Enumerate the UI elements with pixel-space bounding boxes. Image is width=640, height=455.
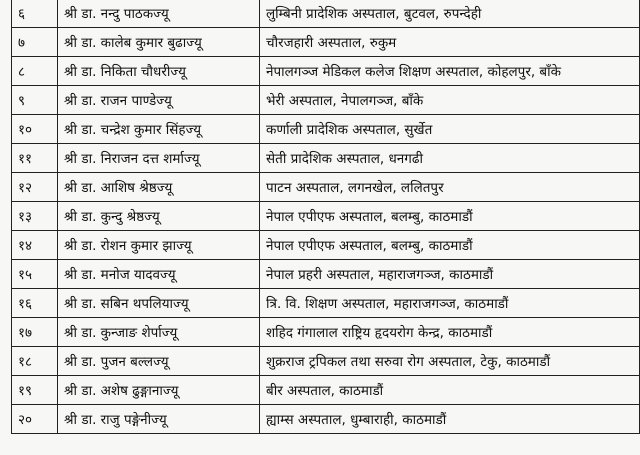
doctor-name-cell: श्री डा. पुजन बल्लज्यू xyxy=(58,347,260,376)
doctor-name-cell: श्री डा. मनोज यादवज्यू xyxy=(58,260,260,289)
hospital-cell: भेरी अस्पताल, नेपालगञ्ज, बाँके xyxy=(260,86,640,115)
doctor-name-cell: श्री डा. निराजन दत्त शर्माज्यू xyxy=(58,144,260,173)
serial-number-cell: १० xyxy=(12,115,58,144)
table-row xyxy=(12,115,640,144)
table-row xyxy=(12,260,640,289)
doctor-name-cell: श्री डा. निकिता चौधरीज्यू xyxy=(58,57,260,86)
doctor-name-cell: श्री डा. आशिष श्रेष्ठज्यू xyxy=(58,173,260,202)
doctor-name-cell: श्री डा. कुन्जाङ शेर्पाज्यू xyxy=(58,318,260,347)
table-row xyxy=(12,376,640,405)
doctor-name-cell: श्री डा. रोशन कुमार झाज्यू xyxy=(58,231,260,260)
serial-number-cell: ७ xyxy=(12,28,58,57)
serial-number-cell: १७ xyxy=(12,318,58,347)
serial-number-cell: ९ xyxy=(12,86,58,115)
hospital-cell: बीर अस्पताल, काठमाडौं xyxy=(260,376,640,405)
table-row xyxy=(12,173,640,202)
hospital-cell: नेपाल एपीएफ अस्पताल, बलम्बु, काठमाडौं xyxy=(260,231,640,260)
doctor-name-cell: श्री डा. नन्दु पाठकज्यू xyxy=(58,0,260,28)
hospital-cell: चौरजहारी अस्पताल, रुकुम xyxy=(260,28,640,57)
table-row xyxy=(12,347,640,376)
serial-number-cell: १८ xyxy=(12,347,58,376)
hospital-cell: त्रि. वि. शिक्षण अस्पताल, महाराजगञ्ज, काठमाडौं xyxy=(260,289,640,318)
doctor-assignment-table xyxy=(11,0,640,434)
doctor-name-cell: श्री डा. कालेब कुमार बुढाज्यू xyxy=(58,28,260,57)
table-row xyxy=(12,289,640,318)
doctor-name-cell: श्री डा. राजन पाण्डेज्यू xyxy=(58,86,260,115)
hospital-cell: सेती प्रादेशिक अस्पताल, धनगढी xyxy=(260,144,640,173)
serial-number-cell: १३ xyxy=(12,202,58,231)
table-row xyxy=(12,144,640,173)
table-row xyxy=(12,57,640,86)
table-row xyxy=(12,318,640,347)
table-row xyxy=(12,231,640,260)
table-row xyxy=(12,405,640,434)
hospital-cell: शुक्रराज ट्रपिकल तथा सरुवा रोग अस्पताल, टेकु, काठमाडौं xyxy=(260,347,640,376)
hospital-cell: पाटन अस्पताल, लगनखेल, ललितपुर xyxy=(260,173,640,202)
table-row xyxy=(12,0,640,28)
serial-number-cell: १६ xyxy=(12,289,58,318)
doctor-name-cell: श्री डा. कुन्दु श्रेष्ठज्यू xyxy=(58,202,260,231)
serial-number-cell: १९ xyxy=(12,376,58,405)
table-row xyxy=(12,28,640,57)
hospital-cell: लुम्बिनी प्रादेशिक अस्पताल, बुटवल, रुपन्देही xyxy=(260,0,640,28)
doctor-name-cell: श्री डा. अशेष ढुङ्गानाज्यू xyxy=(58,376,260,405)
serial-number-cell: ८ xyxy=(12,57,58,86)
hospital-cell: शहिद गंगालाल राष्ट्रिय हृदयरोग केन्द्र, काठमाडौं xyxy=(260,318,640,347)
hospital-cell: नेपालगञ्ज मेडिकल कलेज शिक्षण अस्पताल, कोहलपुर, बाँके xyxy=(260,57,640,86)
table-row xyxy=(12,86,640,115)
serial-number-cell: ६ xyxy=(12,0,58,28)
serial-number-cell: १२ xyxy=(12,173,58,202)
hospital-cell: कर्णाली प्रादेशिक अस्पताल, सुर्खेत xyxy=(260,115,640,144)
serial-number-cell: ११ xyxy=(12,144,58,173)
doctor-name-cell: श्री डा. सबिन थपलियाज्यू xyxy=(58,289,260,318)
hospital-cell: नेपाल एपीएफ अस्पताल, बलम्बु, काठमाडौं xyxy=(260,202,640,231)
hospital-cell: ह्याम्स अस्पताल, धुम्बाराही, काठमाडौं xyxy=(260,405,640,434)
doctor-name-cell: श्री डा. चन्द्रेश कुमार सिंहज्यू xyxy=(58,115,260,144)
table-body xyxy=(12,0,640,434)
table-row xyxy=(12,202,640,231)
serial-number-cell: १५ xyxy=(12,260,58,289)
serial-number-cell: २० xyxy=(12,405,58,434)
serial-number-cell: १४ xyxy=(12,231,58,260)
hospital-cell: नेपाल प्रहरी अस्पताल, महाराजगञ्ज, काठमाडौं xyxy=(260,260,640,289)
doctor-name-cell: श्री डा. राजु पङ्गेनीज्यू xyxy=(58,405,260,434)
